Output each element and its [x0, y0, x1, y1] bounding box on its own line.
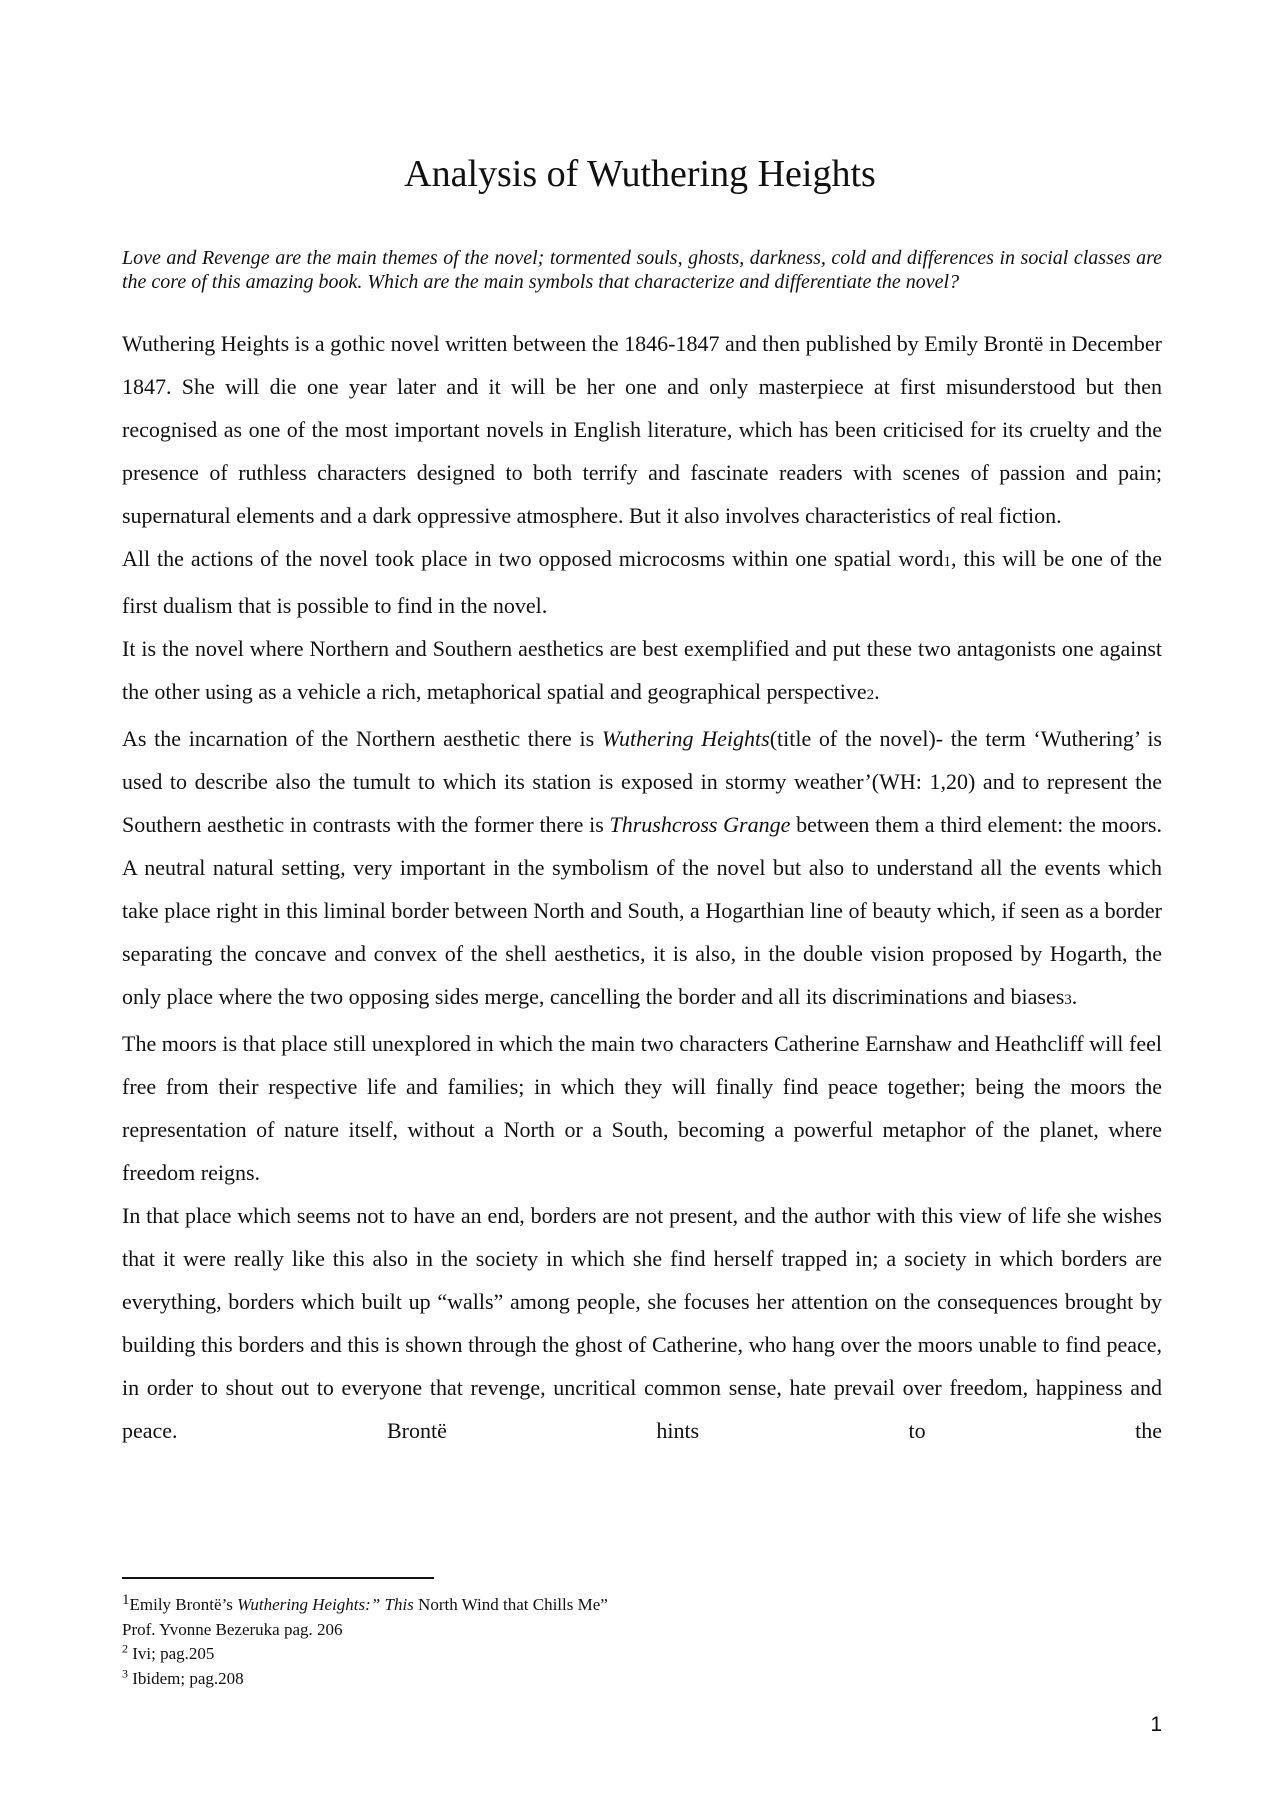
footnote-1-emphasis: Wuthering Heights:” This	[237, 1595, 414, 1614]
paragraph-3-text: It is the novel where Northern and Southern aesthetics are best exemplified and put these two antagonists one against the other using as a vehicle a rich, metaphorical spatial and geographical perspective	[122, 636, 1162, 704]
footnote-ref-3[interactable]: 3	[1064, 992, 1072, 1008]
paragraph-3-text-cont: .	[874, 679, 880, 704]
footnote-2	[122, 1642, 922, 1667]
paragraph-4-text-cont: (title of the novel)- the term ‘Wuthering’ is used to describe also the tumult to which its station is exposed in stormy weather’(WH: 1,20) and to represent the Southern aesthetic in contrasts with the former there is	[122, 726, 1162, 837]
paragraph-4	[122, 717, 1162, 1022]
footnote-1-line-2: Prof. Yvonne Bezeruka pag. 206	[122, 1619, 343, 1639]
footnote-2-text: Ivi; pag.205	[128, 1644, 215, 1663]
footnote-1-text-cont: North Wind that Chills Me”	[413, 1595, 608, 1614]
paragraph-5: The moors is that place still unexplored in which the main two characters Catherine Earnshaw and Heathcliff will feel free from their respective life and families; in which they will finally find peace together; being the moors the representation of nature itself, without a North or a South, becoming a powerful metaphor of the planet, where freedom reigns.	[122, 1031, 1162, 1185]
paragraph-4-text: As the incarnation of the Northern aesthetic there is	[122, 726, 602, 751]
novel-title-emphasis: Wuthering Heights	[601, 726, 770, 751]
paragraph-6: In that place which seems not to have an end, borders are not present, and the author with this view of life she wishes that it were really like this also in the society in which she find herself trapped in; a society in which borders are everything, borders which built up “walls” among people, she focuses her attention on the consequences brought by building this borders and this is shown through the ghost of Catherine, who hang over the moors unable to find peace, in order to shout out to everyone that revenge, uncritical common sense, hate prevail over freedom, happiness and peace. Brontë hints to the	[122, 1203, 1162, 1443]
paragraph-4-text-end: .	[1071, 984, 1078, 1009]
paragraph-2-text: All the actions of the novel took place in two opposed microcosms within one spatial word	[122, 546, 944, 571]
abstract: Love and Revenge are the main themes of the novel; tormented souls, ghosts, darkness, cold and differences in social classes are the core of this amazing book. Which are the main symbols that characterize and differentiate the novel?	[122, 247, 1162, 293]
paragraph-2	[122, 537, 1162, 627]
paragraph-1: Wuthering Heights is a gothic novel written between the 1846-1847 and then published by Emily Brontë in December 1847. She will die one year later and it will be her one and only masterpiece at first misunderstood but then recognised as one of the most important novels in English literature, which has been criticised for its cruelty and the presence of ruthless characters designed to both terrify and fascinate readers with scenes of passion and pain; supernatural elements and a dark oppressive atmosphere. But it also involves characteristics of real fiction.	[122, 331, 1162, 528]
grange-emphasis: Thrushcross Grange	[609, 812, 791, 837]
page-number: 1	[1150, 1713, 1162, 1736]
footnote-3	[122, 1667, 922, 1692]
paragraph-4-text-cont-2: between them a third element: the moors. A neutral natural setting, very important in the symbolism of the novel but also to understand all the events which take place right in this liminal border between North and South, a Hogarthian line of beauty which, if seen as a border separating the concave and convex of the shell aesthetics, it is also, in the double vision proposed by Hogarth, the only place where the two opposing sides merge, cancelling the border and all its discriminations and biases	[122, 812, 1162, 1009]
paragraph-2-text-cont: , this will be one of the first dualism that is possible to find in the novel.	[122, 546, 1162, 618]
footnote-ref-2[interactable]: 2	[866, 687, 875, 703]
page-title: Analysis of Wuthering Heights	[404, 153, 876, 195]
footnote-divider	[122, 1577, 434, 1579]
footnote-1-number: 1	[122, 1592, 130, 1608]
body-text	[122, 322, 1162, 1452]
footnote-1-text: Emily Brontë’s	[129, 1595, 238, 1614]
footnote-1	[122, 1593, 922, 1618]
footnote-3-text: Ibidem; pag.208	[128, 1668, 244, 1688]
footnote-2-number: 2	[122, 1641, 128, 1656]
footnotes	[122, 1593, 922, 1691]
footnote-ref-1[interactable]: 1	[943, 554, 952, 570]
paragraph-3	[122, 627, 1162, 717]
footnote-3-number: 3	[122, 1665, 128, 1680]
